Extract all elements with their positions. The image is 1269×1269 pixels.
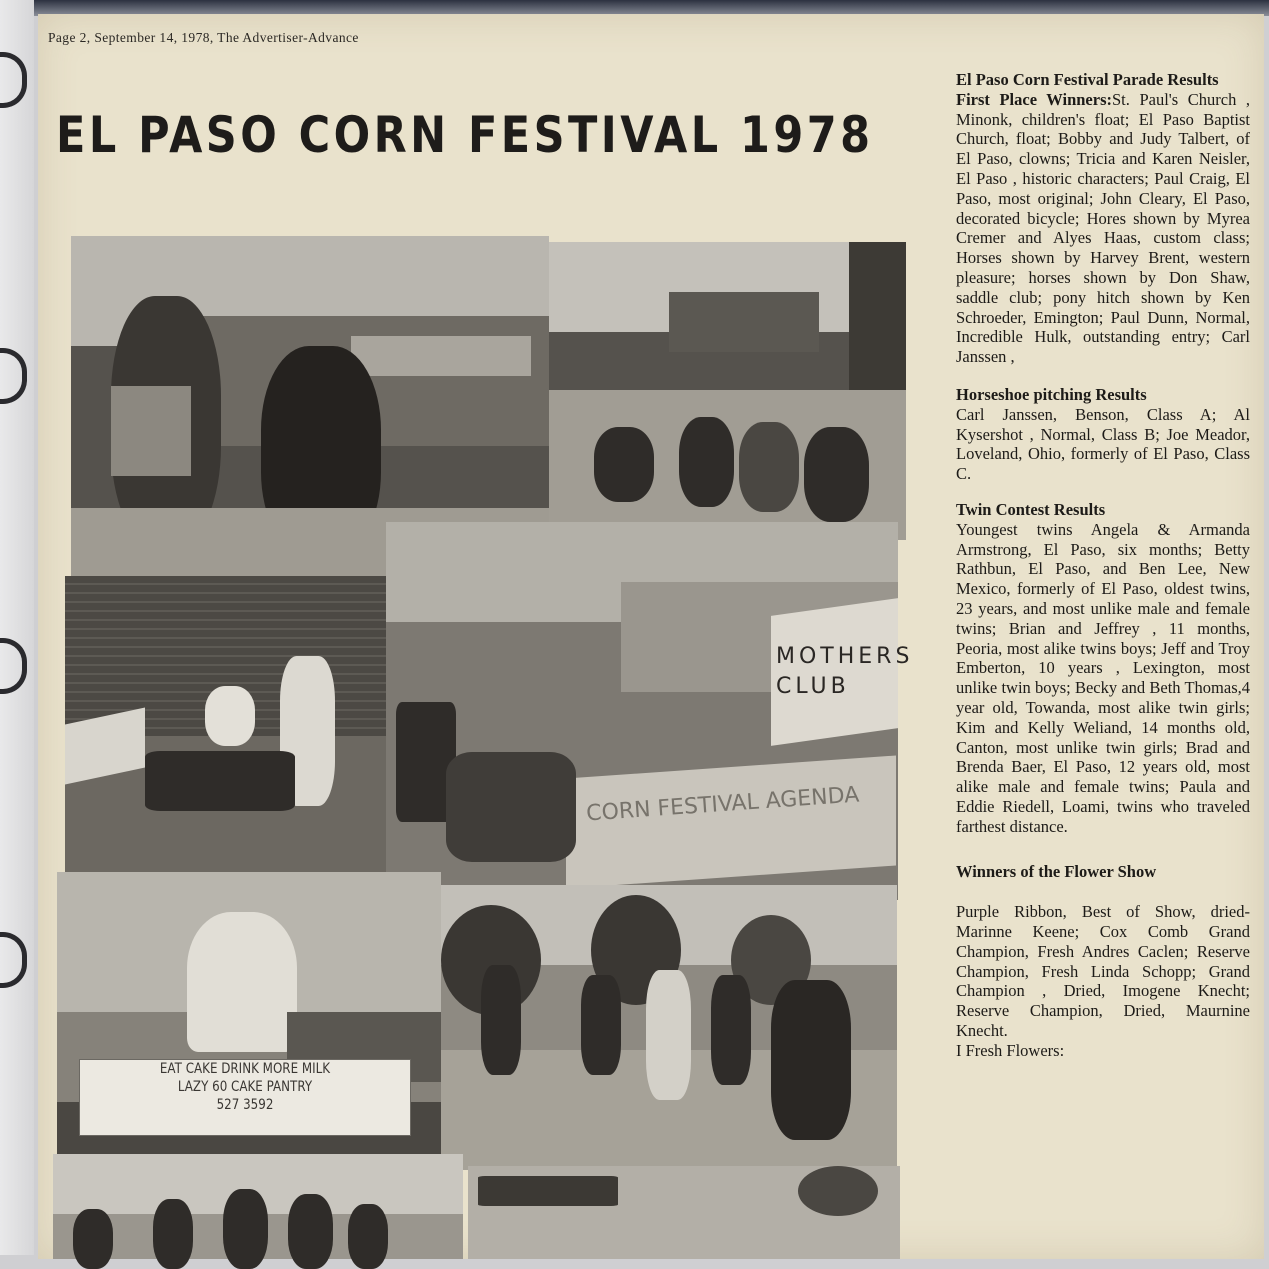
running-head: Page 2, September 14, 1978, The Advertiser-Advance	[48, 30, 359, 45]
flower-show-heading: Winners of the Flower Show	[956, 862, 1157, 882]
parade-results-text	[956, 90, 1250, 367]
mothers-club-sign: MOTHERS CLUB	[776, 644, 914, 699]
twin-contest-heading: Twin Contest Results	[956, 499, 1106, 519]
binder-ring	[0, 348, 27, 404]
photo-children-costumes	[549, 242, 906, 540]
binder-strip	[0, 0, 34, 1255]
photo-wagon	[468, 1166, 900, 1259]
flower-show-section	[956, 862, 1250, 1060]
binder-ring	[0, 932, 27, 988]
parade-results-section	[956, 70, 1250, 367]
flower-show-body: Purple Ribbon, Best of Show, dried-Marinne Keene; Cox Comb Grand Champion, Fresh Andres Caclen; Reserve Champion, Fresh Linda Schopp; Grand Champion , Dried, Imogene Knecht; Reserve Champion, Dried, Maurnine Knecht.	[956, 902, 1250, 1041]
parade-results-lead: First Place Winners:	[956, 89, 1112, 109]
flower-show-tail: I Fresh Flowers:	[956, 1040, 1065, 1060]
photo-cake-float	[57, 872, 441, 1162]
photo-veterans	[53, 1154, 463, 1259]
twin-contest-section	[956, 500, 1250, 837]
horseshoe-results-heading: Horseshoe pitching Results	[956, 384, 1147, 404]
cake-sign-line: 527 3592	[216, 1097, 274, 1113]
photo-mothers-club-float	[386, 522, 914, 900]
binder-ring	[0, 638, 27, 694]
cake-sign	[79, 1059, 411, 1136]
newspaper-clipping	[38, 14, 1264, 1259]
results-column	[956, 70, 1250, 1061]
horseshoe-results-section	[956, 385, 1250, 484]
photo-baby-buggy	[65, 576, 395, 876]
parade-results-heading: El Paso Corn Festival Parade Results	[956, 70, 1219, 89]
headline: EL PASO CORN FESTIVAL 1978	[56, 106, 874, 164]
horseshoe-results-body: Carl Janssen, Benson, Class A; Al Kysershot , Normal, Class B; Joe Meador, Loveland, Ohio, formerly of El Paso, Class C.	[956, 404, 1250, 484]
parade-results-body: St. Paul's Church , Minonk, children's float; El Paso Baptist Church, float; Bobby and Judy Talbert, of El Paso, clowns; Tricia and Karen Neisler, El Paso , historic characters; Paul Craig, El Paso, most original; John Cleary, El Paso, decorated bicycle; Hores shown by Myrea Cremer and Alyes Haas, custom class; Horses shown by Harvey Brent, western pleasure; horses shown by Don Shaw, saddle club; pony hitch shown by Ken Schroeder, Emington; Paul Dunn, Normal, Incredible Hulk, outstanding entry; Carl Janssen ,	[956, 89, 1250, 367]
cake-sign-line: EAT CAKE DRINK MORE MILK	[159, 1061, 331, 1077]
twin-contest-body: Youngest twins Angela & Armanda Armstrong, El Paso, six months; Betty Rathbun, El Paso, and Ben Lee, New Mexico, formerly of El Paso, oldest twins, 23 years, and most unlike male and female twins; Brian and Jeffrey , 11 months, Peoria, most alike twins boys; Jeff and Troy Emberton, 10 years , Lexington, most unlike twin boys; Becky and Beth Thomas,4 year old, Towanda, most alike twin girls; Kim and Kelly Weliand, 14 months old, Canton, most unlike twin girls; Brad and Brenda Baer, El Paso, 12 years old, most alike male and female twins; Paula and Eddie Riedell, Loami, twins who traveled farthest distance.	[956, 519, 1250, 836]
cake-sign-line: LAZY 60 CAKE PANTRY	[177, 1079, 313, 1095]
photo-horse-parade	[441, 885, 897, 1170]
float-banner: CORN FESTIVAL AGENDA	[585, 782, 861, 827]
binder-ring	[0, 52, 27, 108]
